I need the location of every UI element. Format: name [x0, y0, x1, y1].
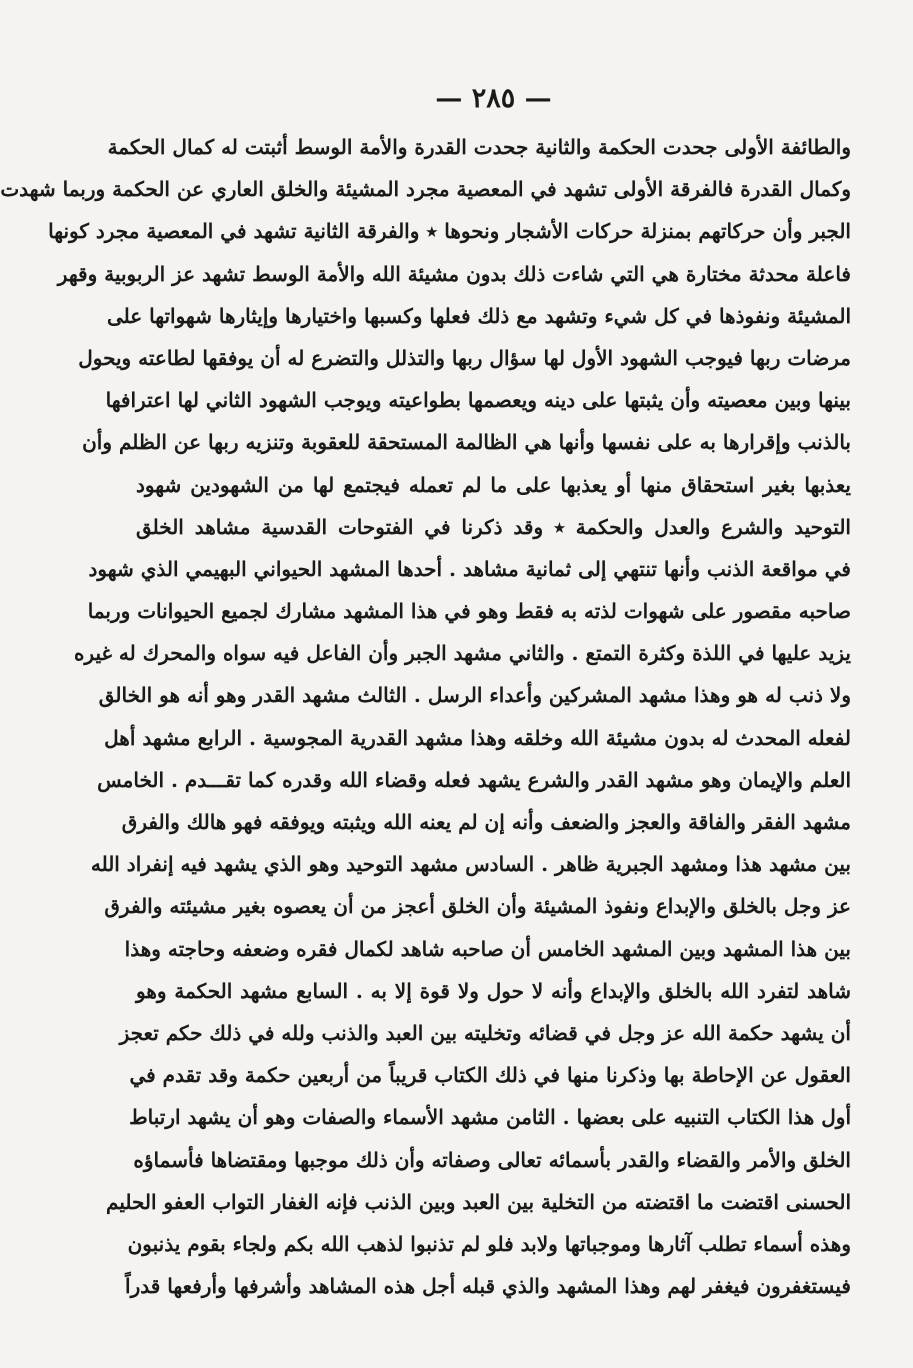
text-line: العلم والإيمان وهو مشهد القدر والشرع يشهد فعله وقضاء الله وقدره كما تقـــدم . الخامس [97, 767, 851, 792]
text-line: بين هذا المشهد وبين المشهد الخامس أن صاحبه شاهد لكمال فقره وضعفه وحاجته وهذا [124, 936, 851, 961]
text-line: عز وجل بالخلق والإبداع ونفوذ المشيئة وأن الخلق أعجز من أن يعصوه بغير مشيئته والفرق [104, 894, 851, 919]
text-line: فيستغفرون فيغفر لهم وهذا المشهد والذي قبله أجل هذه المشاهد وأشرفها وأرفعها قدراً [125, 1274, 851, 1299]
text-line: يزيد عليها في اللذة وكثرة التمتع . والثاني مشهد الجبر وأن الفاعل فيه سواه والمحرك له غيره [73, 641, 851, 666]
text-line: فاعلة محدثة مختارة هي التي شاءت ذلك بدون مشيئة الله والأمة الوسط تشهد عز الربوبية وقهر [57, 261, 851, 286]
text-line: بينها وبين معصيته وأن يثبتها على دينه ويعصمها بطواعيته ويوجب الشهود الثاني لها اعترافها [105, 388, 851, 413]
text-line: أول هذا الكتاب التنبيه على بعضها . الثامن مشهد الأسماء والصفات وهو أن يشهد ارتباط [129, 1105, 851, 1130]
text-line: يعذبها بغير استحقاق منها أو يعذبها على ما لم تعمله فيجتمع لها من الشهودين شهود [136, 472, 851, 497]
text-line: شاهد لتفرد الله بالخلق والإبداع وأنه لا حول ولا قوة إلا به . السابع مشهد الحكمة وهو [136, 978, 851, 1003]
text-line: مرضات ربها فيوجب الشهود الأول لها سؤال ربها والتذلل والتضرع له أن يوفقها لطاعته ويحول [78, 345, 851, 370]
text-line: الجبر وأن حركاتهم بمنزلة حركات الأشجار ونحوها ٭ والفرقة الثانية تشهد في المعصية مجرد كونها [48, 219, 851, 244]
page-number: — ٢٨٥ — [435, 83, 552, 114]
text-line: صاحبه مقصور على شهوات لذته به فقط وهو في هذا المشهد مشارك لجميع الحيوانات وربما [87, 599, 851, 624]
page-body [0, 126, 851, 1307]
text-line: وكمال القدرة فالفرقة الأولى تشهد في المعصية مجرد المشيئة والخلق العاري عن الحكمة وربما شهدت [0, 177, 851, 202]
text-line: بالذنب وإقرارها به على نفسها وأنها هي الظالمة المستحقة للعقوبة وتنزيه ربها عن الظلم وأن [82, 430, 851, 455]
text-line: لفعله المحدث له بدون مشيئة الله وخلقه وهذا مشهد القدرية المجوسية . الرابع مشهد أهل [104, 725, 851, 750]
text-line: ولا ذنب له هو وهذا مشهد المشركين وأعداء الرسل . الثالث مشهد القدر وهو أنه هو الخالق [98, 683, 851, 708]
text-line: الخلق والأمر والقضاء والقدر بأسمائه تعالى وصفاته وأن ذلك موجبها ومقتضاها فأسماؤه [133, 1147, 851, 1172]
text-line: العقول عن الإحاطة بها وذكرنا منها في ذلك الكتاب قريباً من أربعين حكمة وقد تقدم في [129, 1063, 851, 1088]
text-line: والطائفة الأولى جحدت الحكمة والثانية جحدت القدرة والأمة الوسط أثبتت له كمال الحكمة [107, 135, 851, 159]
text-line: وهذه أسماء تطلب آثارها وموجباتها ولابد فلو لم تذنبوا لذهب الله بكم ولجاء بقوم يذنبون [127, 1231, 851, 1256]
text-line: الحسنى اقتضت ما اقتضته من التخلية بين العبد وبين الذنب فإنه الغفار التواب العفو الحليم [106, 1189, 851, 1214]
text-line: التوحيد والشرع والعدل والحكمة ٭ وقد ذكرنا في الفتوحات القدسية مشاهد الخلق [136, 514, 851, 539]
text-line: المشيئة ونفوذها في كل شيء وتشهد مع ذلك فعلها وكسبها واختيارها وإيثارها شهواتها على [106, 303, 851, 328]
text-line: مشهد الفقر والفاقة والعجز والضعف وأنه إن لم يعنه الله ويثبته ويوفقه فهو هالك والفرق [121, 810, 851, 834]
text-line: أن يشهد حكمة الله عز وجل في قضائه وتخليته بين العبد والذنب ولله في ذلك حكم تعجز [119, 1020, 851, 1045]
text-line: في مواقعة الذنب وأنها تنتهي إلى ثمانية مشاهد . أحدها المشهد الحيواني البهيمي الذي شهود [88, 556, 851, 581]
text-line: بين مشهد هذا ومشهد الجبرية ظاهر . السادس مشهد التوحيد وهو الذي يشهد فيه إنفراد الله [90, 852, 851, 877]
